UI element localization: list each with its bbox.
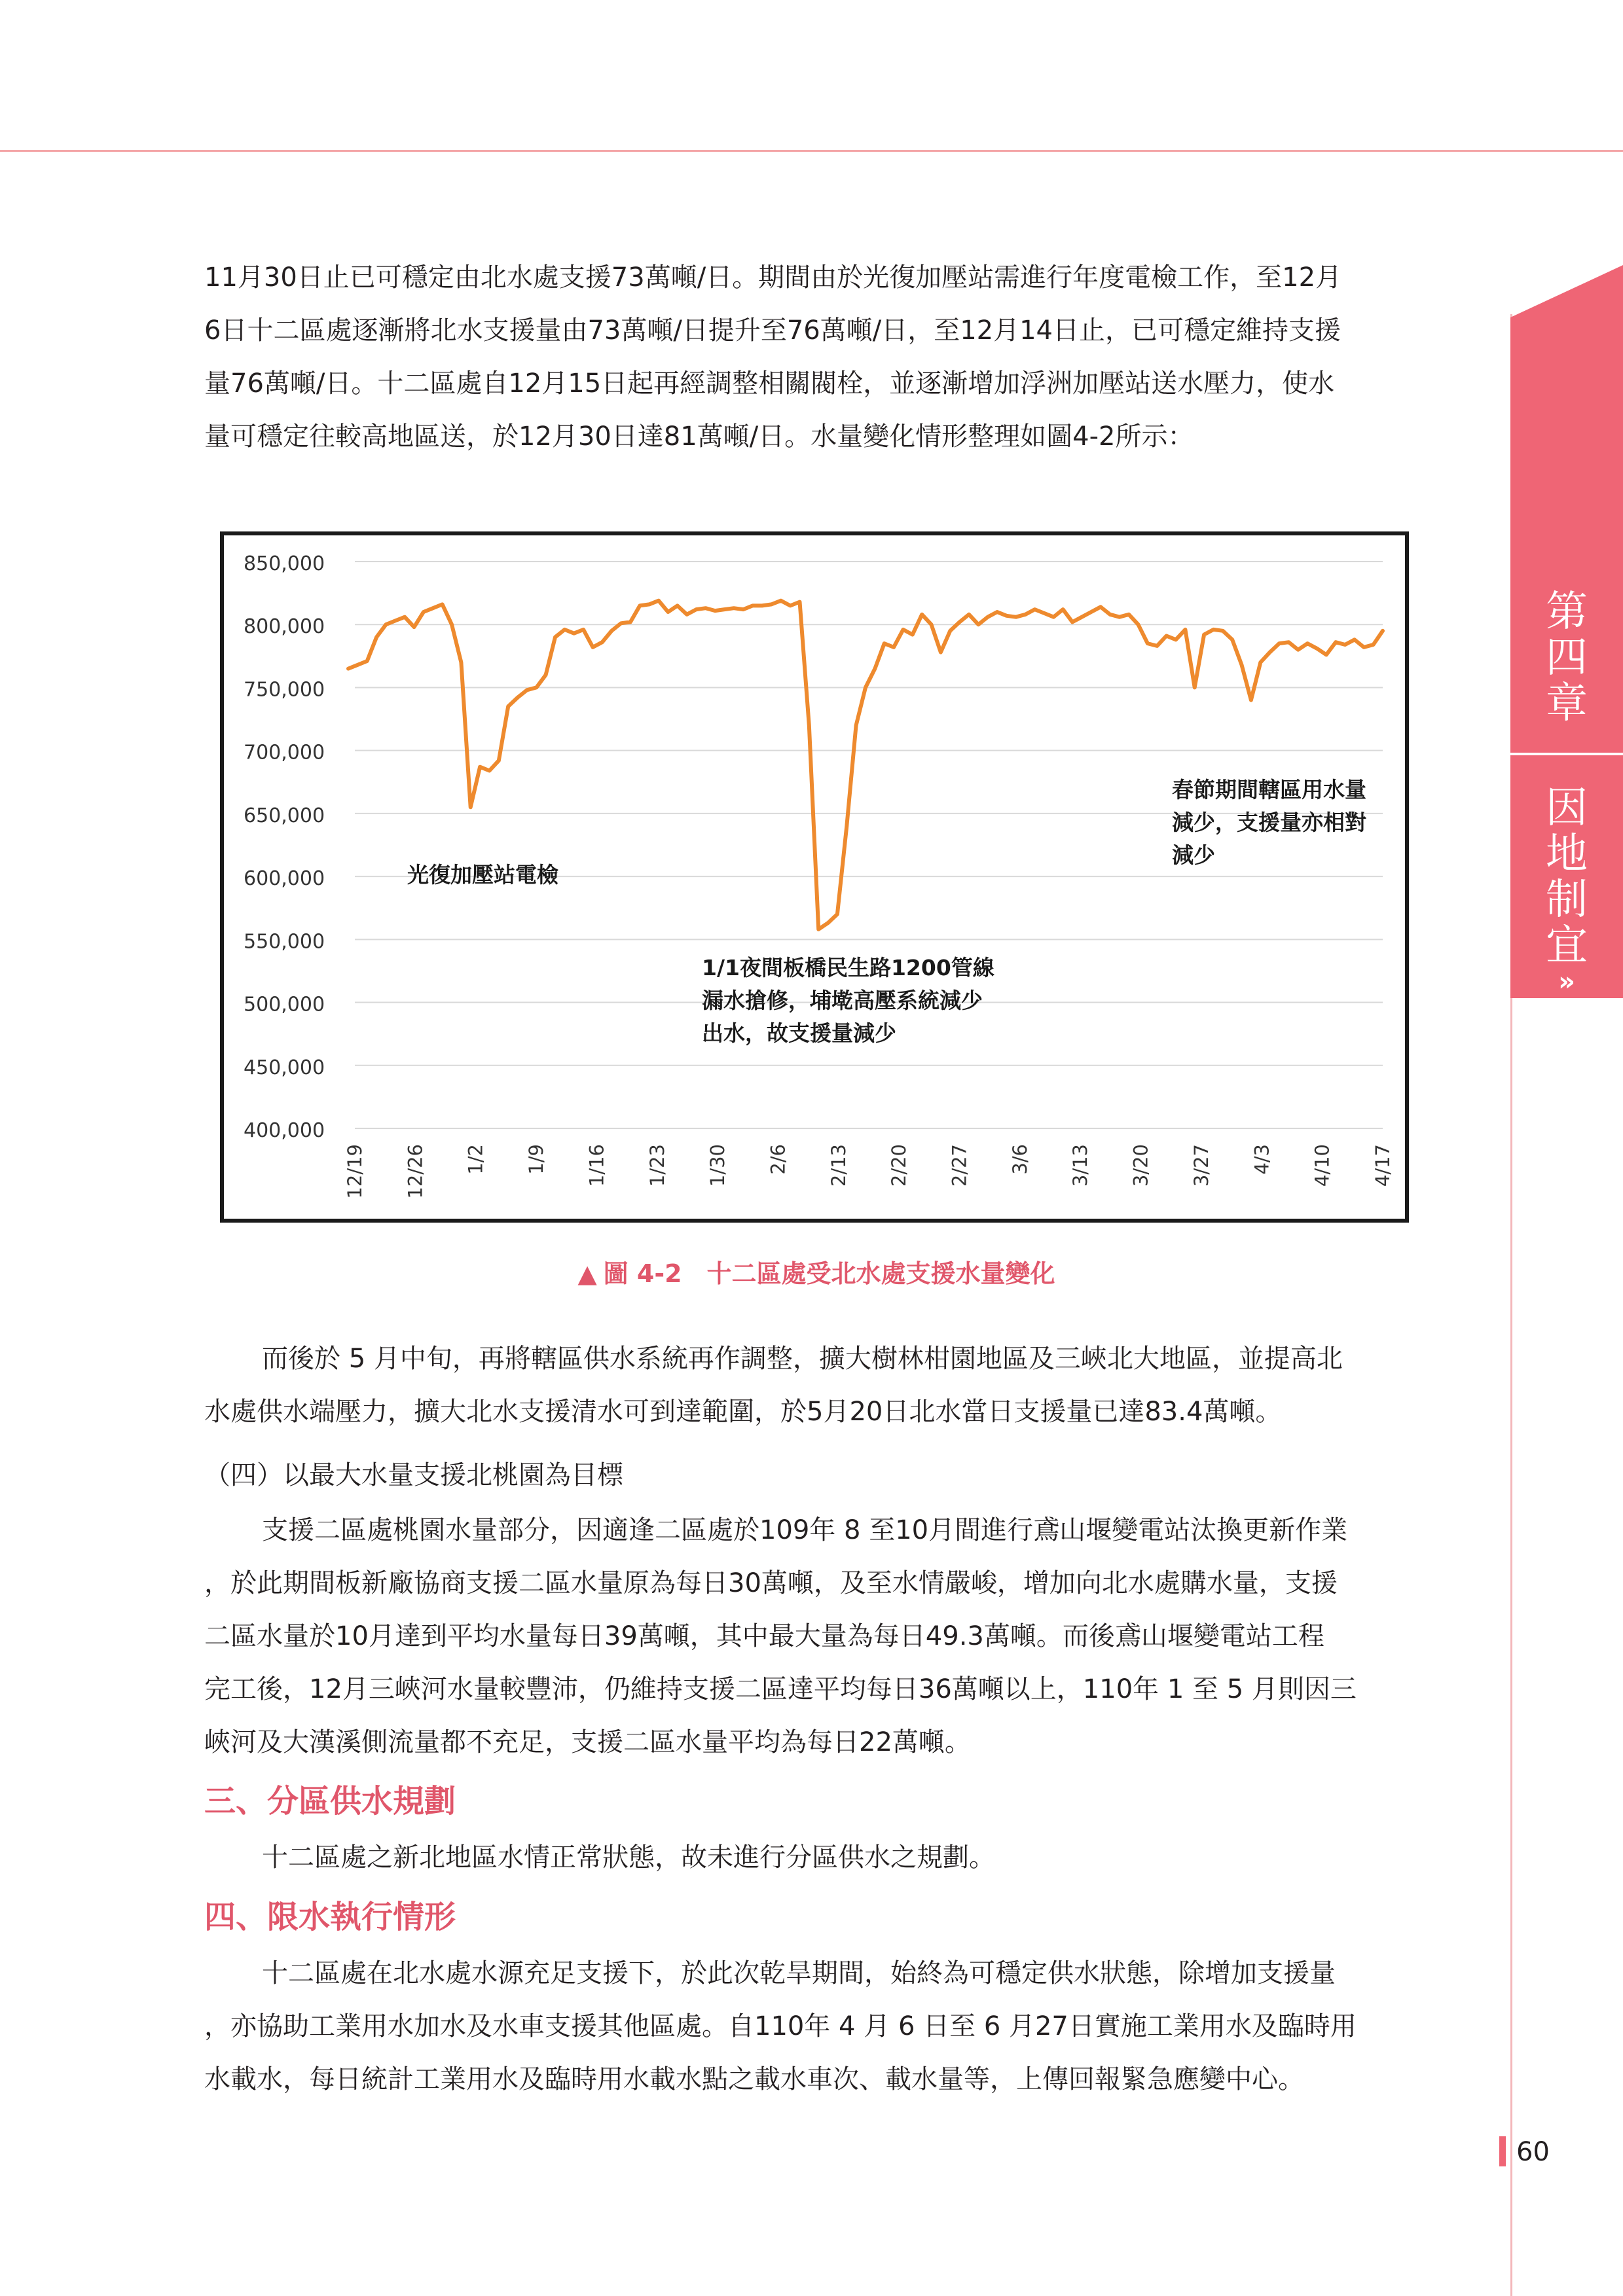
- x-tick-label: 3/20: [1129, 1144, 1152, 1187]
- paragraph-4: 十二區處之新北地區水情正常狀態，故未進行分區供水之規劃。: [262, 1842, 995, 1873]
- water-support-chart: [220, 531, 1409, 1223]
- x-tick-label: 2/13: [827, 1144, 850, 1187]
- x-tick-label: 1/23: [646, 1144, 668, 1187]
- x-tick-label: 4/10: [1311, 1144, 1334, 1187]
- chart-annotation: 減少，支援量亦相對: [1172, 810, 1366, 835]
- x-tick-label: 3/6: [1008, 1144, 1031, 1175]
- x-tick-label: 12/26: [404, 1144, 427, 1199]
- x-tick-label: 2/20: [888, 1144, 911, 1187]
- y-tick-label: 750,000: [244, 678, 325, 702]
- header-rule: [0, 150, 1623, 152]
- y-tick-label: 850,000: [244, 552, 325, 575]
- y-tick-label: 650,000: [244, 804, 325, 827]
- section-heading-4: 四、限水執行情形: [204, 1899, 456, 1935]
- x-tick-label: 3/27: [1190, 1144, 1213, 1187]
- chart-annotation: 春節期間轄區用水量: [1172, 777, 1366, 802]
- subheading-4: （四）以最大水量支援北桃園為目標: [204, 1460, 623, 1490]
- chart-annotation: 出水，故支援量減少: [702, 1020, 896, 1046]
- chart-annotation: 減少: [1172, 842, 1215, 868]
- x-tick-label: 4/17: [1372, 1144, 1394, 1187]
- y-tick-label: 500,000: [244, 993, 325, 1016]
- chapter-label: 第 四 章: [1546, 588, 1588, 728]
- y-tick-label: 450,000: [244, 1056, 325, 1079]
- x-tick-label: 3/13: [1069, 1144, 1092, 1187]
- y-tick-label: 700,000: [244, 741, 325, 764]
- chevron-down-icon: »: [1558, 967, 1575, 997]
- section-heading-3: 三、分區供水規劃: [204, 1783, 456, 1820]
- paragraph-1: 11月30日止已可穩定由北水處支援73萬噸/日。期間由於光復加壓站需進行年度電檢工作，至12月 6日十二區處逐漸將北水支援量由73萬噸/日提升至76萬噸/日，至12月14日止，已可穩定維持支援 量76萬噸/日。十二區處自12月15日起再經調整相關閥栓，並逐漸增加浮洲加壓站送水壓力，使水 量可穩定往較高地區送，於12月30日達81萬噸/日。水量變化情形整理如圖4-2所示：: [204, 262, 1342, 452]
- y-tick-label: 800,000: [244, 615, 325, 639]
- chart-svg: [224, 535, 1405, 1219]
- page-number: 60: [1499, 2134, 1558, 2173]
- y-tick-label: 550,000: [244, 930, 325, 954]
- chapter-divider: [1510, 753, 1623, 755]
- paragraph-3: 支援二區處桃園水量部分，因適逢二區處於109年 8 至10月間進行鳶山堰變電站汰換更新作業 ，於此期間板新廠協商支援二區水量原為每日30萬噸，及至水情嚴峻，增加向北水處購水量，支援 二區水量於10月達到平均水量每日39萬噸，其中最大量為每日49.3萬噸。而後鳶山堰變電站工程 完工後，12月三峽河水量較豐沛，仍維持支援二區達平均每日36萬噸以上，110年 1 至 5 月則因三 峽河及大漢溪側流量都不充足，支援二區水量平均為每日22萬噸。: [204, 1515, 1357, 1757]
- x-tick-label: 1/16: [585, 1144, 608, 1187]
- x-tick-label: 12/19: [344, 1144, 366, 1199]
- x-tick-label: 4/3: [1250, 1144, 1273, 1175]
- paragraph-5: 十二區處在北水處水源充足支援下，於此次乾旱期間，始終為可穩定供水狀態，除增加支援量 ，亦協助工業用水加水及水車支援其他區處。自110年 4 月 6 日至 6 月27日實施工業用水及臨時用 水載水，每日統計工業用水及臨時用水載水點之載水車次、載水量等，上傳回報緊急應變中心。: [204, 1958, 1357, 2094]
- x-tick-label: 1/9: [525, 1144, 548, 1175]
- triangle-icon: ▲: [577, 1259, 597, 1288]
- x-tick-label: 2/6: [767, 1144, 790, 1175]
- chapter-title: 因 地 制 宜: [1546, 784, 1588, 970]
- x-tick-label: 2/27: [948, 1144, 971, 1187]
- paragraph-2: 而後於 5 月中旬，再將轄區供水系統再作調整，擴大樹林柑園地區及三峽北大地區，並提高北 水處供水端壓力，擴大北水支援清水可到達範圍，於5月20日北水當日支援量已達83.4萬噸。: [204, 1344, 1343, 1427]
- x-tick-label: 1/30: [706, 1144, 729, 1187]
- figure-caption: ▲ 圖 4-2 十二區處受北水處支援水量變化: [577, 1259, 1055, 1288]
- y-tick-label: 400,000: [244, 1119, 325, 1142]
- chart-annotation: 漏水搶修，埔墘高壓系統減少: [702, 988, 983, 1013]
- y-tick-label: 600,000: [244, 867, 325, 891]
- chart-annotation: 光復加壓站電檢: [407, 862, 558, 888]
- chart-annotation: 1/1夜間板橋民生路1200管線: [702, 955, 994, 980]
- page-number-marker: [1499, 2136, 1506, 2166]
- x-tick-label: 1/2: [464, 1144, 487, 1175]
